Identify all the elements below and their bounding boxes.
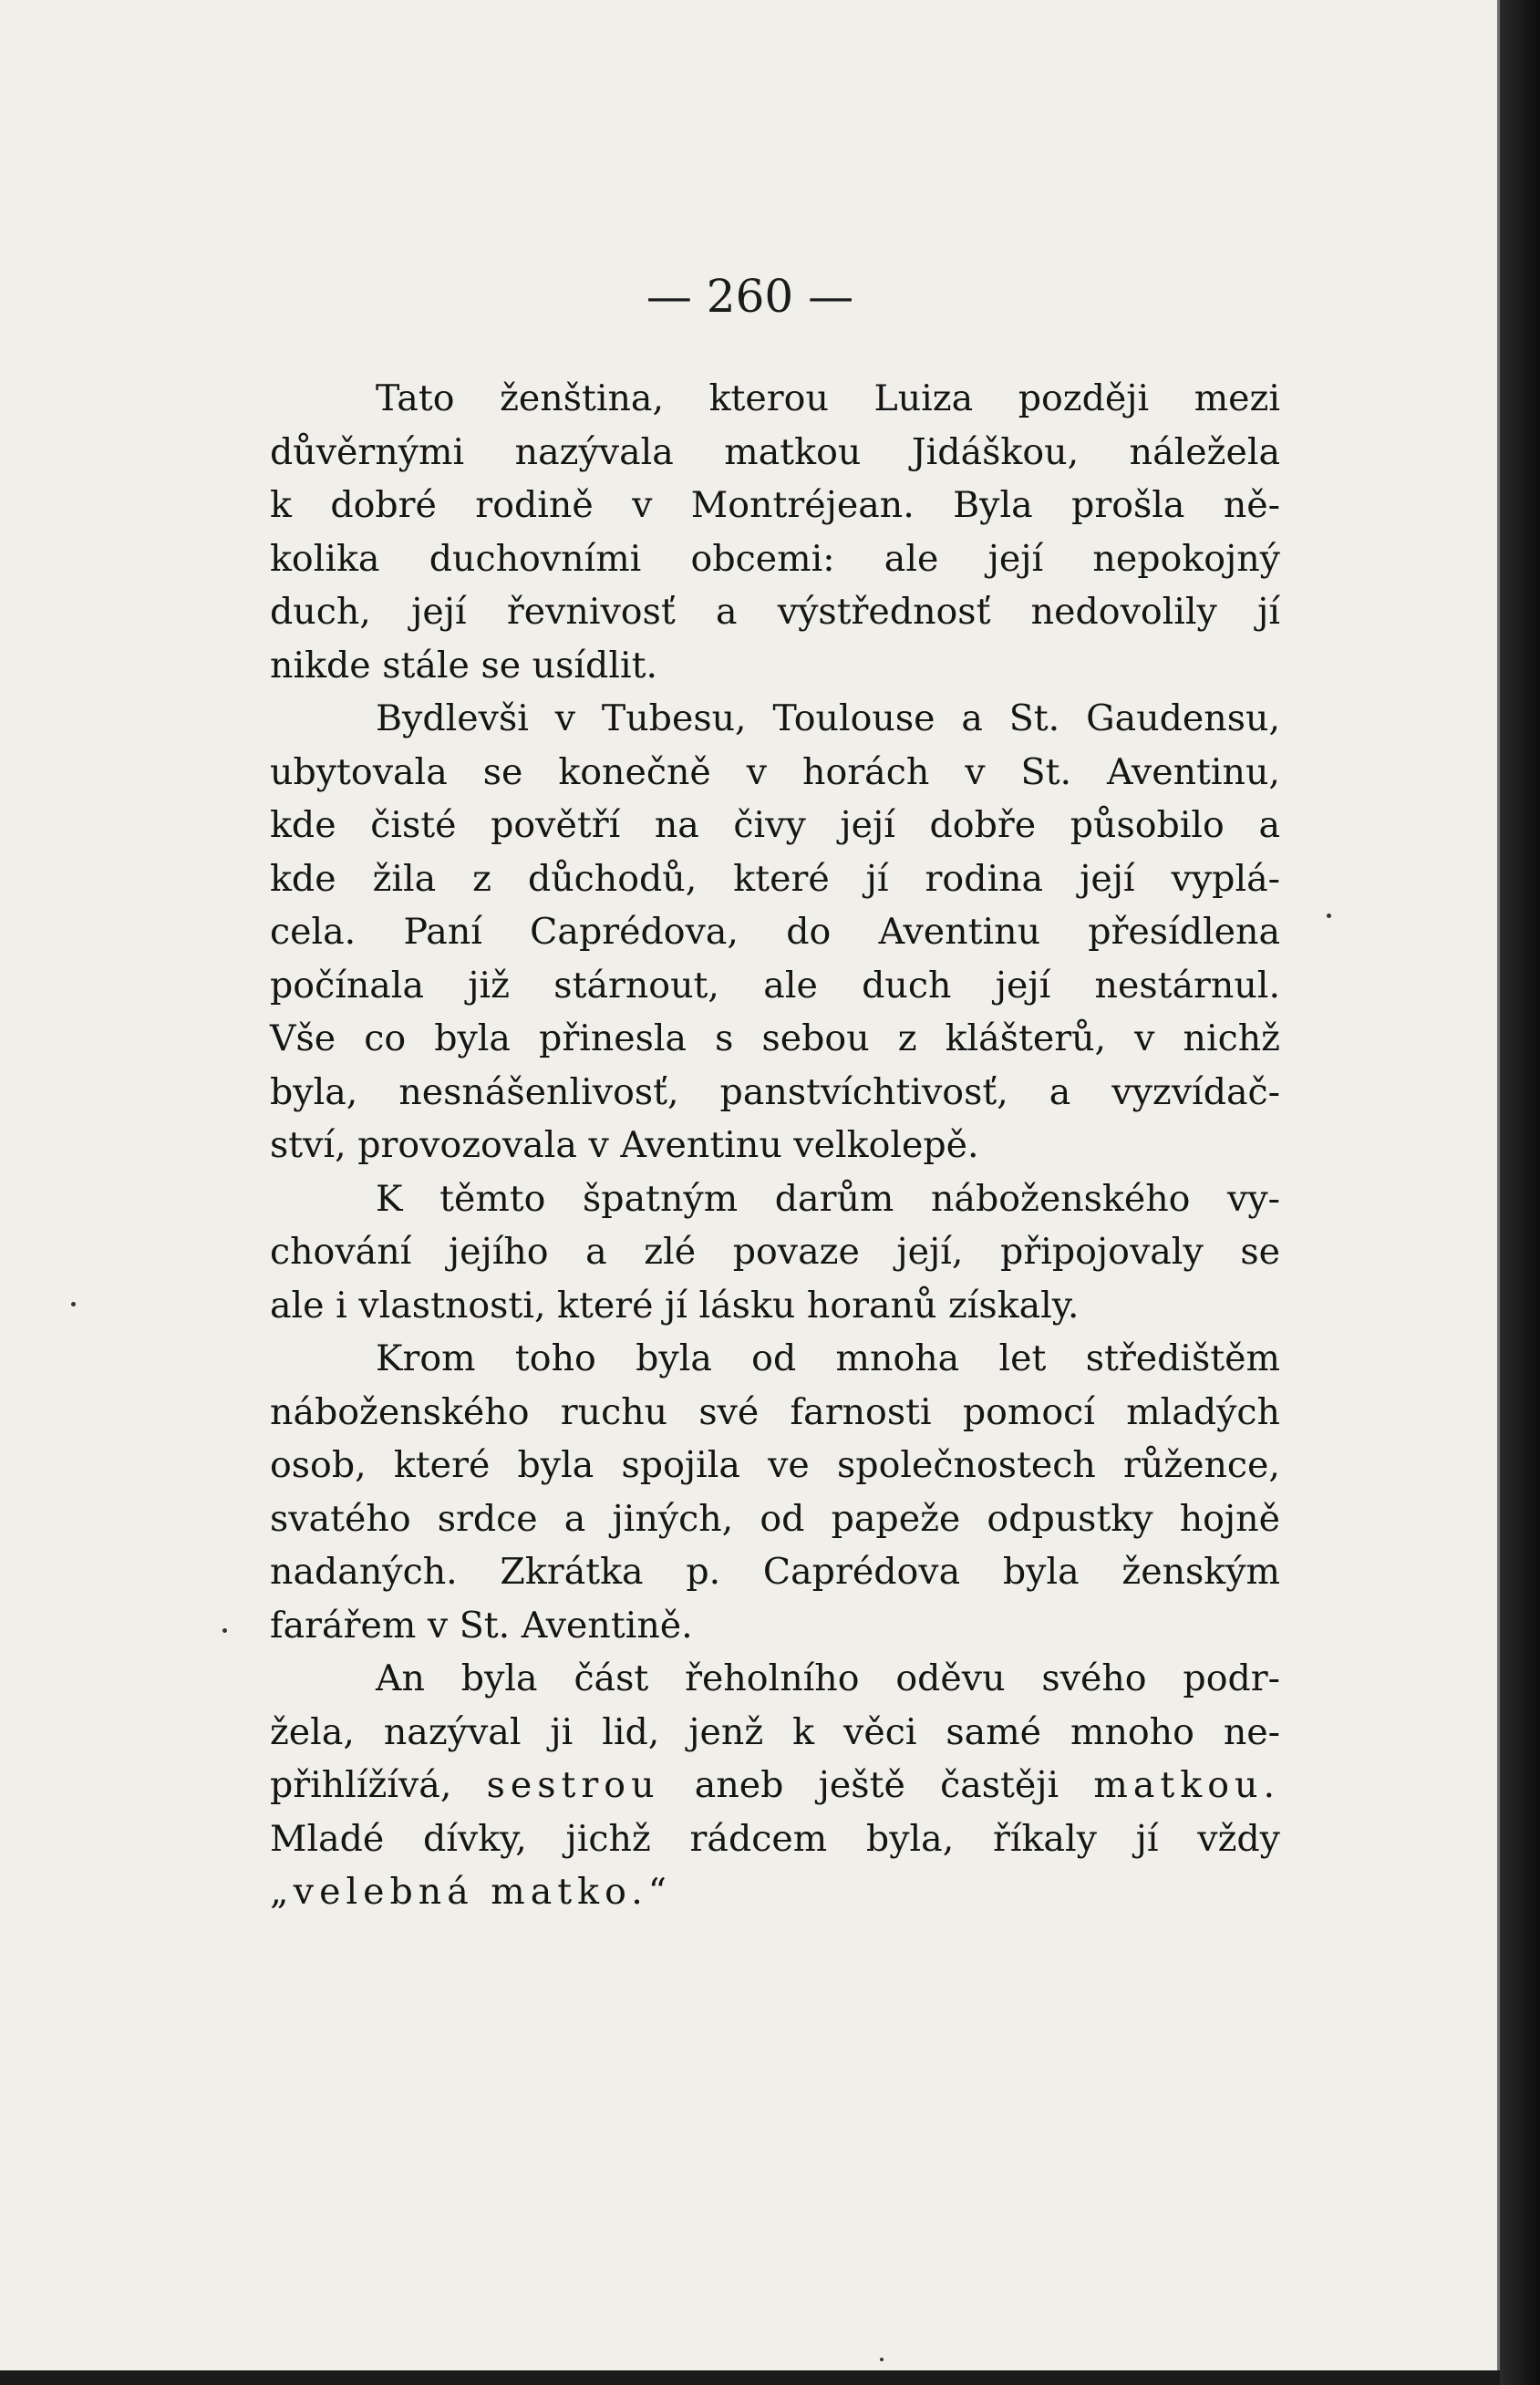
text-line: kolika duchovními obcemi: ale její nepokojný xyxy=(270,537,1280,580)
text-fragment: aneb ještě častěji xyxy=(659,1764,1094,1806)
text-line: byla, nesnášenlivosť, panstvíchtivosť, a vyzvídač- xyxy=(270,1070,1280,1113)
book-binding-edge xyxy=(1500,0,1540,2385)
scan-speck xyxy=(222,1628,227,1633)
text-fragment: přihlížívá, xyxy=(270,1764,487,1806)
emphasized-word: matkou. xyxy=(1093,1764,1280,1806)
text-line: kde čisté povětří na čivy její dobře působilo a xyxy=(270,804,1280,846)
page-number: — 260 — xyxy=(646,270,854,323)
emphasized-word: sestrou xyxy=(486,1764,660,1806)
text-line: Mladé dívky, jichž rádcem byla, říkaly jí vždy xyxy=(270,1817,1280,1860)
text-line: důvěrnými nazývala matkou Jidáškou, náležela xyxy=(270,430,1280,473)
text-line: počínala již stárnout, ale duch její nestárnul. xyxy=(270,964,1280,1007)
text-line: ubytovala se konečně v horách v St. Aventinu, xyxy=(270,750,1280,793)
text-line: Vše co byla přinesla s sebou z klášterů, v nichž xyxy=(270,1017,1280,1059)
text-line: Bydlevši v Tubesu, Toulouse a St. Gaudensu, xyxy=(376,697,1280,739)
text-line: farářem v St. Aventině. xyxy=(270,1604,693,1647)
text-line: nadaných. Zkrátka p. Caprédova byla ženským xyxy=(270,1551,1280,1593)
body-text xyxy=(270,372,1280,1919)
text-line: duch, její řevnivosť a výstřednosť nedovolily jí xyxy=(270,591,1280,633)
paragraph-2 xyxy=(270,692,1280,1172)
text-line: chování jejího a zlé povaze její, připojovaly se xyxy=(270,1231,1280,1273)
text-line: náboženského ruchu své farnosti pomocí mladých xyxy=(270,1390,1280,1433)
text-line: žela, nazýval ji lid, jenž k věci samé mnoho ne- xyxy=(270,1710,1280,1753)
text-line xyxy=(270,1759,1280,1812)
text-line: Krom toho byla od mnoha let středištěm xyxy=(376,1337,1280,1379)
text-line: Tato ženština, kterou Luiza později mezi xyxy=(376,377,1280,419)
text-line: ství, provozovala v Aventinu velkolepě. xyxy=(270,1124,979,1166)
text-line: K těmto špatným darům náboženského vy- xyxy=(376,1177,1280,1220)
text-line: osob, které byla spojila ve společnostech růžence, xyxy=(270,1444,1280,1486)
scan-speck xyxy=(1327,914,1331,918)
scan-speck xyxy=(880,2358,884,2361)
text-line: An byla část řeholního oděvu svého podr- xyxy=(376,1657,1280,1699)
paragraph-3 xyxy=(270,1172,1280,1333)
paragraph-4 xyxy=(270,1332,1280,1652)
paragraph-1 xyxy=(270,372,1280,692)
paragraph-5 xyxy=(270,1652,1280,1919)
text-line: nikde stále se usídlit. xyxy=(270,644,658,687)
text-line: cela. Paní Caprédova, do Aventinu přesídlena xyxy=(270,911,1280,953)
scan-speck xyxy=(71,1302,76,1306)
text-line: k dobré rodině v Montréjean. Byla prošla ně- xyxy=(270,484,1280,526)
text-line: kde žila z důchodů, které jí rodina její vyplá- xyxy=(270,857,1280,900)
text-line: ale i vlastnosti, které jí lásku horanů získaly. xyxy=(270,1284,1080,1327)
text-line: svatého srdce a jiných, od papeže odpustky hojně xyxy=(270,1497,1280,1540)
emphasized-quote: „velebná matko.“ xyxy=(270,1871,672,1913)
